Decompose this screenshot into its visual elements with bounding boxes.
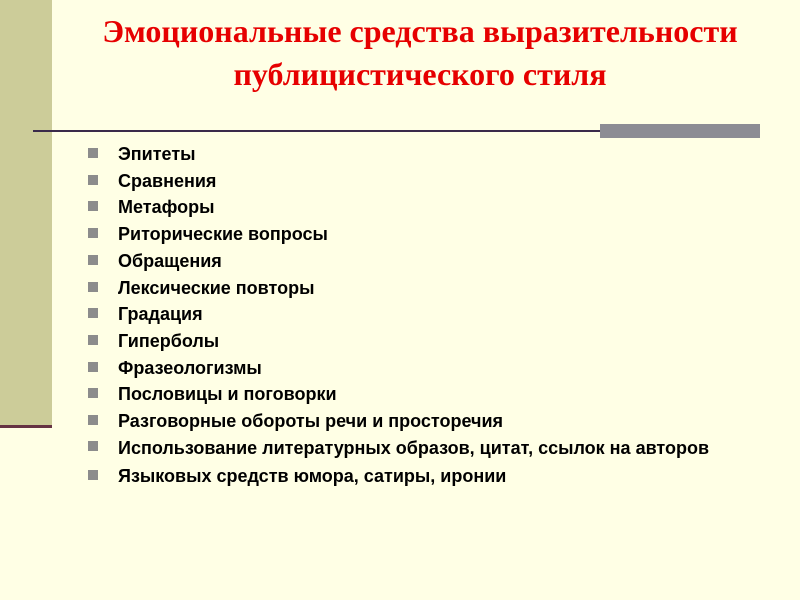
list-item-text: Сравнения [118, 170, 217, 191]
square-bullet-icon [88, 228, 98, 238]
square-bullet-icon [88, 255, 98, 265]
list-item [86, 355, 766, 382]
list-item [86, 381, 766, 408]
square-bullet-icon [88, 470, 98, 480]
list-item-text: Риторические вопросы [118, 224, 328, 245]
square-bullet-icon [88, 148, 98, 158]
list-item-text: Лексические повторы [118, 277, 315, 298]
left-band-underline [0, 425, 52, 428]
square-bullet-icon [88, 362, 98, 372]
list-item [86, 463, 766, 490]
list-item-text: Разговорные обороты речи и просторечия [118, 411, 504, 432]
list-item [86, 435, 766, 463]
list-item [86, 408, 766, 435]
slide-title: Эмоциональные средства выразительности публицистического стиля [102, 13, 738, 92]
list-item-text: Использование литературных образов, цитат, ссылок на авторов [118, 437, 710, 458]
list-item [86, 168, 766, 195]
square-bullet-icon [88, 415, 98, 425]
list-item [86, 275, 766, 302]
list-item-text: Метафоры [118, 197, 215, 218]
list-item [86, 221, 766, 248]
left-decorative-band [0, 0, 52, 425]
list-item-text: Обращения [118, 250, 222, 271]
square-bullet-icon [88, 388, 98, 398]
list-item [86, 328, 766, 355]
list-item-text: Пословицы и поговорки [118, 384, 337, 405]
square-bullet-icon [88, 335, 98, 345]
square-bullet-icon [88, 201, 98, 211]
list-item-text: Гиперболы [118, 330, 220, 351]
square-bullet-icon [88, 308, 98, 318]
list-item-text: Градация [118, 304, 203, 325]
list-item-text: Фразеологизмы [118, 357, 262, 378]
list-item-text: Языковых средств юмора, сатиры, иронии [118, 465, 507, 486]
list-item [86, 141, 766, 168]
list-item [86, 248, 766, 275]
title-divider-accent [600, 124, 760, 138]
bullet-list [86, 141, 766, 489]
title-divider-line [33, 130, 600, 132]
list-item [86, 301, 766, 328]
square-bullet-icon [88, 282, 98, 292]
square-bullet-icon [88, 175, 98, 185]
list-item-text: Эпитеты [118, 144, 196, 164]
square-bullet-icon [88, 441, 98, 451]
list-item [86, 194, 766, 221]
